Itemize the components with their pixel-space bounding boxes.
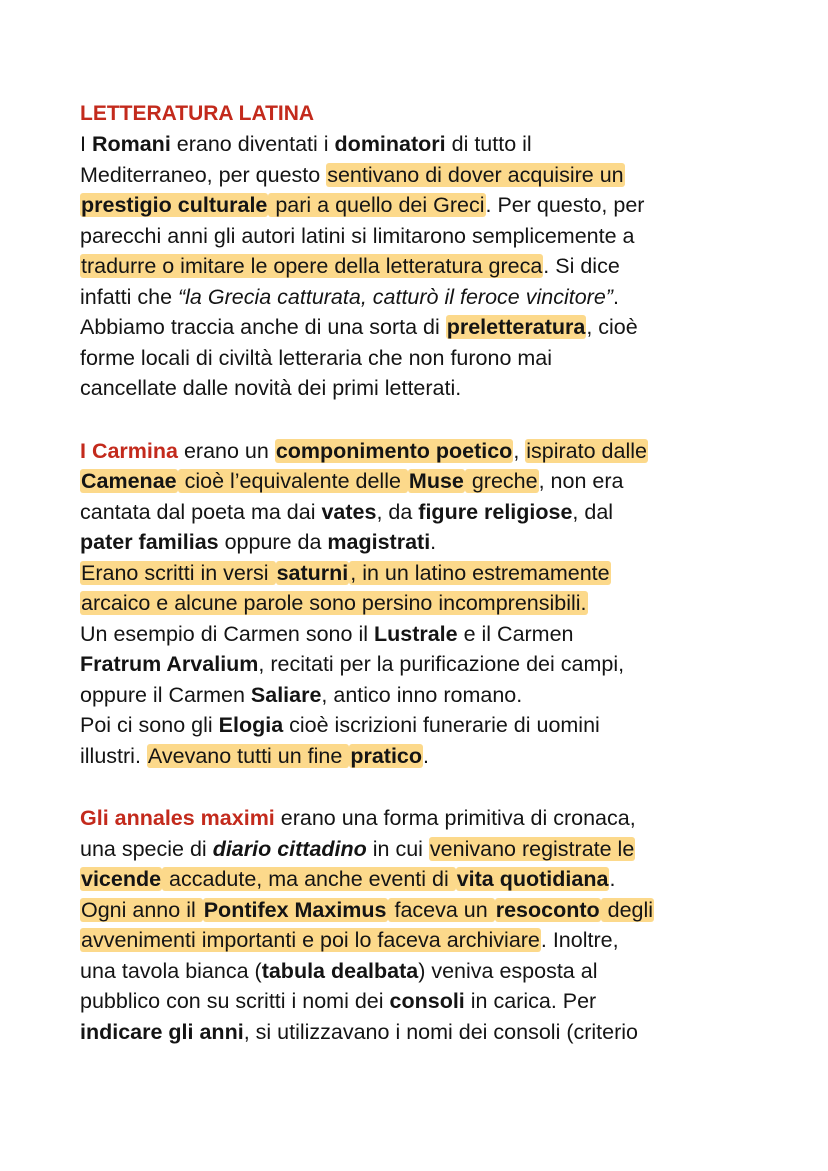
- text-run: figure religiose: [418, 499, 573, 524]
- text-line: [80, 956, 768, 987]
- text-line: [80, 497, 768, 528]
- text-line: [80, 619, 768, 650]
- highlighted-text: pari a quello dei Greci: [269, 193, 485, 217]
- text-run: diario cittadino: [212, 836, 367, 861]
- highlighted-text: saturni: [276, 560, 349, 585]
- text-line: [80, 680, 768, 711]
- text-run: ) veniva esposta al: [418, 958, 598, 983]
- text-line: [80, 221, 768, 252]
- text-run: Poi ci sono gli: [80, 713, 219, 737]
- text-run: , cioè: [586, 315, 638, 339]
- text-run: . Per questo, per: [485, 193, 645, 217]
- text-run: vates: [321, 499, 377, 524]
- text-line: [80, 436, 768, 467]
- text-run: cioè iscrizioni funerarie di uomini: [283, 713, 600, 737]
- highlighted-text: greche: [465, 469, 538, 493]
- text-run: . Inoltre,: [540, 928, 619, 952]
- highlighted-text: arcaico e alcune parole sono persino incomprensibili.: [81, 591, 587, 615]
- text-run: in cui: [366, 836, 429, 861]
- text-line: [80, 190, 768, 221]
- text-run: di tutto il: [445, 132, 532, 156]
- text-run: ,: [513, 438, 526, 463]
- highlighted-text: Avevano tutti un fine: [147, 743, 349, 768]
- text-line: [80, 895, 768, 926]
- document-body: [80, 129, 768, 1047]
- section-heading: Gli annales maximi: [80, 806, 275, 830]
- text-line: [80, 710, 768, 741]
- text-run: pater familias: [80, 530, 219, 554]
- text-run: oppure il Carmen: [80, 682, 251, 707]
- text-run: , da: [376, 499, 419, 524]
- text-line: [80, 588, 768, 619]
- text-run: .: [612, 284, 619, 309]
- text-line: [80, 343, 768, 374]
- highlighted-text: vicende: [81, 867, 162, 891]
- highlighted-text: cioè l’equivalente delle: [178, 469, 407, 493]
- text-run: .: [423, 743, 429, 768]
- text-run: parecchi anni gli autori latini si limitarono semplicemente a: [80, 223, 635, 248]
- text-run: Lustrale: [373, 621, 458, 646]
- paragraph: [80, 129, 768, 404]
- text-line: [80, 741, 768, 772]
- highlighted-text: resoconto: [495, 897, 600, 922]
- text-run: “la Grecia catturata, catturò il feroce vincitore”: [178, 284, 613, 309]
- highlighted-text: Erano scritti in versi: [81, 560, 275, 585]
- text-line: [80, 251, 768, 282]
- text-run: cantata dal poeta ma dai: [80, 499, 322, 524]
- text-run: Un esempio di Carmen sono il: [80, 621, 374, 646]
- text-line: [80, 312, 768, 343]
- highlighted-text: Ogni anno il: [81, 897, 202, 922]
- highlighted-text: Muse: [408, 469, 464, 493]
- text-run: forme locali di civiltà letteraria che non furono mai: [80, 345, 553, 370]
- highlighted-text: sentivano di dover acquisire un: [327, 162, 624, 187]
- text-line: [80, 986, 768, 1017]
- text-run: una specie di: [80, 836, 213, 861]
- text-run: consoli: [389, 989, 465, 1013]
- text-run: Mediterraneo, per questo: [80, 162, 327, 187]
- text-run: oppure da: [218, 530, 328, 554]
- text-line: [80, 864, 768, 895]
- highlighted-text: , in un latino estremamente: [350, 560, 610, 585]
- text-run: Saliare: [250, 682, 322, 707]
- highlighted-text: avvenimenti importanti e poi lo faceva archiviare: [81, 928, 540, 952]
- paragraph: [80, 436, 768, 772]
- text-run: , non era: [538, 469, 624, 493]
- highlighted-text: pratico: [350, 743, 423, 768]
- text-line: [80, 558, 768, 589]
- text-run: , si utilizzavano i nomi dei consoli (criterio: [243, 1019, 639, 1044]
- highlighted-text: vita quotidiana: [456, 867, 609, 891]
- highlighted-text: venivano registrate le: [429, 836, 635, 861]
- highlighted-text: prestigio culturale: [81, 193, 268, 217]
- text-run: I: [80, 132, 92, 156]
- highlighted-text: faceva un: [388, 897, 494, 922]
- text-line: [80, 803, 768, 834]
- highlighted-text: tradurre o imitare le opere della letteratura greca: [81, 254, 543, 278]
- highlighted-text: Camenae: [81, 469, 177, 493]
- text-line: [80, 1017, 768, 1048]
- section-heading: I Carmina: [80, 438, 178, 463]
- text-line: [80, 527, 768, 558]
- text-run: Elogia: [218, 713, 284, 737]
- text-run: cancellate dalle novità dei primi letterati.: [80, 376, 462, 400]
- text-run: .: [430, 530, 437, 554]
- text-line: [80, 160, 768, 191]
- document-title: LETTERATURA LATINA: [80, 102, 315, 125]
- text-line: [80, 373, 768, 404]
- text-run: Abbiamo traccia anche di una sorta di: [80, 315, 446, 339]
- text-run: in carica. Per: [464, 989, 597, 1013]
- text-run: infatti che: [80, 284, 178, 309]
- text-run: magistrati: [327, 530, 431, 554]
- text-run: erano un: [177, 438, 275, 463]
- text-run: illustri.: [80, 743, 147, 768]
- text-run: dominatori: [334, 132, 446, 156]
- text-run: , recitati per la purificazione dei campi,: [258, 652, 625, 676]
- text-line: [80, 466, 768, 497]
- text-run: e il Carmen: [457, 621, 574, 646]
- highlighted-text: Pontifex Maximus: [203, 897, 387, 922]
- text-run: , antico inno romano.: [321, 682, 523, 707]
- text-line: [80, 129, 768, 160]
- text-run: una tavola bianca (: [80, 958, 262, 983]
- highlighted-text: preletteratura: [446, 315, 586, 339]
- text-line: [80, 649, 768, 680]
- text-run: tabula dealbata: [261, 958, 419, 983]
- text-run: . Si dice: [543, 254, 620, 278]
- text-run: .: [609, 867, 616, 891]
- text-run: erano una forma primitiva di cronaca,: [274, 806, 636, 830]
- highlighted-text: componimento poetico: [275, 438, 513, 463]
- text-run: Fratrum Arvalium: [80, 652, 259, 676]
- text-run: , dal: [572, 499, 614, 524]
- highlighted-text: ispirato dalle: [526, 438, 647, 463]
- highlighted-text: degli: [601, 897, 654, 922]
- text-run: erano diventati i: [170, 132, 335, 156]
- text-run: pubblico con su scritti i nomi dei: [80, 989, 390, 1013]
- highlighted-text: accadute, ma anche eventi di: [163, 867, 455, 891]
- paragraph: [80, 803, 768, 1047]
- text-run: Romani: [91, 132, 171, 156]
- text-line: [80, 834, 768, 865]
- text-run: indicare gli anni: [80, 1019, 244, 1044]
- text-line: [80, 925, 768, 956]
- text-line: [80, 282, 768, 313]
